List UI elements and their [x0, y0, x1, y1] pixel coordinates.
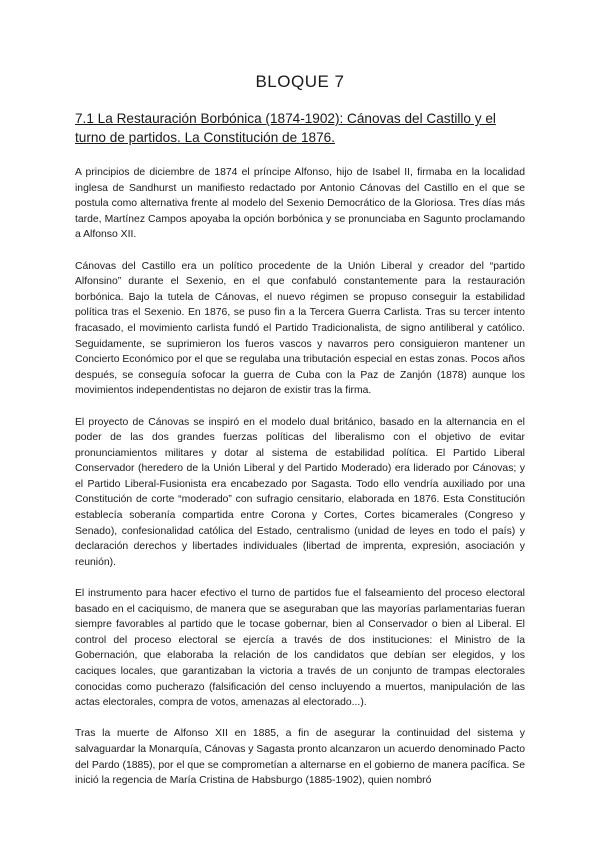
paragraph-pacto-pardo: Tras la muerte de Alfonso XII en 1885, a fin de asegurar la continuidad del sistema y salvaguardar la Monarquía, Cánovas y Sagasta pronto alcanzaron un acuerdo denominado Pacto del Pardo (1885), por el que se comprometían a alternarse en el gobierno de manera pacífica. Se inició la regencia de María Cristina de Habsburgo (1885-1902), quien nombró: [75, 728, 525, 787]
section-title: 7.1 La Restauración Borbónica (1874-1902): Cánovas del Castillo y el turno de partidos. La Constitución de 1876.: [75, 111, 496, 145]
paragraph-modelo-dual: El proyecto de Cánovas se inspiró en el modelo dual británico, basado en la alternancia en el poder de las dos grandes fuerzas políticas del liberalismo con el objetivo de evitar pronunciamientos militares y dotar al sistema de estabilidad política. El Partido Liberal Conservador (heredero de la Unión Liberal y del Partido Moderado) era liderado por Cánovas; y el Partido Liberal-Fusionista era encabezado por Sagasta. Todo ello vendría auxiliado por una Constitución de corte “moderado” con sufragio censitario, elaborada en 1876. Esta Constitución establecía soberanía compartida entre Corona y Cortes, Cortes bicamerales (Congreso y Senado), confesionalidad católica del Estado, centralismo (unidad de leyes en todo el país) y declaración derechos y libertades individuales (libertad de imprenta, expresión, asociación y reunión).: [75, 416, 525, 568]
paragraph-manifiesto-sandhurst: A principios de diciembre de 1874 el príncipe Alfonso, hijo de Isabel II, firmaba en la localidad inglesa de Sandhurst un manifiesto redactado por Antonio Cánovas del Castillo en el que se postula como alternativa frente al modelo del Sexenio Democrático de la Gloriosa. Tres días más tarde, Martínez Campos apoyaba la opción borbónica y se pronunciaba en Sagunto proclamando a Alfonso XII.: [75, 167, 525, 241]
paragraph-turno-partidos: El instrumento para hacer efectivo el turno de partidos fue el falseamiento del proceso electoral basado en el caciquismo, de manera que se aseguraban que las mayorías parlamentarias fueran siempre favorables al partido que le tocase gobernar, bien al Conservador o bien al Liberal. El control del proceso electoral se ejercía a través de dos instituciones: el Ministro de la Gobernación, que elaboraba la relación de los candidatos que debían ser elegidos, y los caciques locales, que garantizaban la victoria a través de un conjunto de trampas electorales conocidas como pucherazo (falsificación del censo incluyendo a muertos, manipulación de las actas electorales, compra de votos, amenazas al electorado...).: [75, 588, 525, 709]
paragraph-canovas: Cánovas del Castillo era un político procedente de la Unión Liberal y creador del “partido Alfonsino” durante el Sexenio, en el que confabuló constantemente para la restauración borbónica. Bajo la tutela de Cánovas, el nuevo régimen se propuso conseguir la estabilidad política tras el Sexenio. En 1876, se puso fin a la Tercera Guerra Carlista. Tras su tercer intento fracasado, el movimiento carlista fundó el Partido Tradicionalista, de signo antiliberal y católico. Seguidamente, se suprimieron los fueros vascos y navarros pero consiguieron mantener un Concierto Económico por el que se regulaba una tributación especial en estas zonas. Pocos años después, se conseguía sofocar la guerra de Cuba con la Paz de Zanjón (1878) aunque los movimientos independentistas no dejaron de existir tras la firma.: [75, 260, 525, 397]
bloque-heading: BLOQUE 7: [255, 72, 345, 91]
